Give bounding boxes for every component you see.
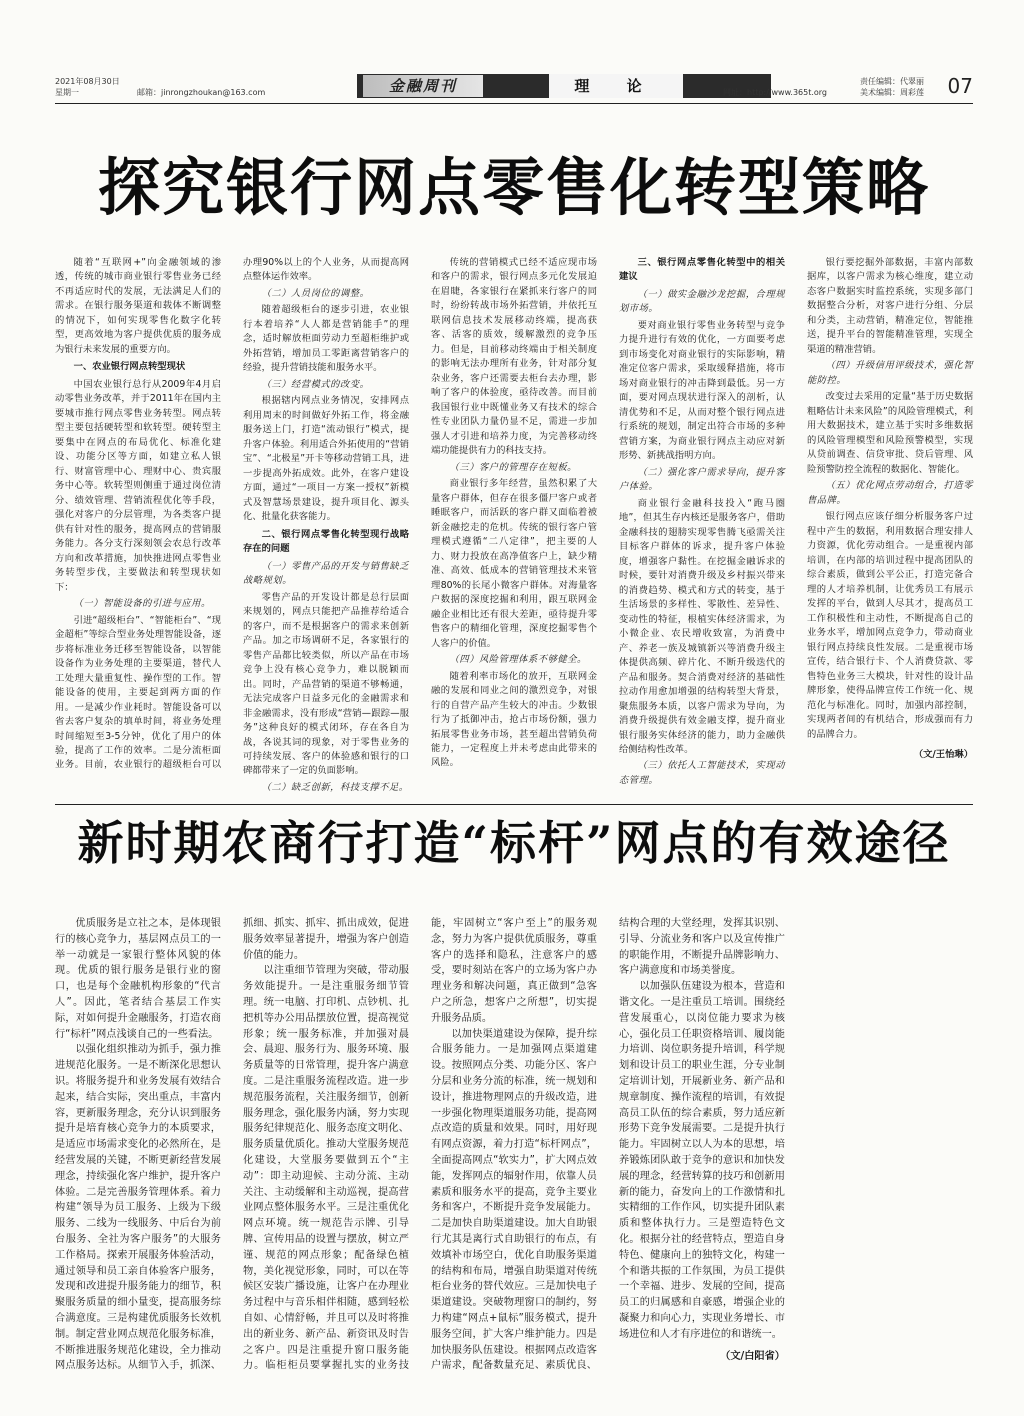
paragraph: 随着利率市场化的放开，互联网金融的发展和同业之间的激烈竞争，对银行的自营产品产生较大的冲击。少数银行为了抵御冲击，抢占市场份额，强力拓展零售业务市场，甚至超出营销负荷能力，一定程度上并未考虑由此带来的风险。	[431, 670, 597, 769]
subsection-heading: （三）依托人工智能技术，实现动态管理。	[619, 760, 785, 786]
masthead-divider	[55, 103, 973, 104]
paragraph: 以加快渠道建设为保障，提升综合服务能力。一是加强网点渠道建设。按照网点分类、功能分区、客户分层和业务分流的标准，统一规划和设计，推进物理网点的升级改造，进一步强化物理渠道服务功能，提高网点改造的质量和效果。同时，用好现有网点资源，着力打造“标杆网点”，全面提高网点“软实力”，扩大网点效能，发挥网点的辐射作用，依靠人员素质和服务水平的提高，竞争主要业务和客户，不断提升竞争发展能力。二是加快自助渠道建设。加大自助银行尤其是离行式自助银行的布点，有效填补市场空白，优化自助服务渠道的结构和布局，增强自助渠道对传统柜台业务的替代效应。三是加快电子渠道建设。突破物理窗口的制约，努力构建“网点+鼠标”服务模式，提升服务空间，扩大客户维护能力。四是加快服务队伍建设。根据网点改造客户需求，配备数量充足、素质优良、结构合理的大堂经理，发挥其识别、引导、分流业务和客户以及宣传推广的职能作用，不断提升品牌影响力、客户满意度和市场美誉度。	[431, 918, 785, 1372]
paragraph: 随着“互联网+”向金融领域的渗透，传统的城市商业银行零售业务已经不再适应时代的发展，无法满足人们的需求。在银行服务渠道和载体不断调整的情况下，如何实现零售化数字化转型，更高效地为客户提供优质的服务成为银行未来发展的重要方向。	[55, 257, 221, 355]
paragraph: 优质服务是立社之本，是体现银行的核心竞争力，基层网点员工的一举一动就是一家银行整体风貌的体现。优质的银行服务是银行业的窗口，也是每个金融机构形象的“代言人”。因此，笔者结合基层工作实际，对如何提升金融服务，打造农商行“标杆”网点浅谈自己的一些看法。	[55, 918, 221, 1040]
issue-date: 2021年08月30日	[55, 77, 120, 86]
article-divider	[55, 804, 973, 805]
subsection-heading: （一）做实金融沙龙挖掘，合理规划市场。	[619, 288, 785, 315]
subsection-heading: （一）零售产品的开发与销售缺乏战略规划。	[243, 560, 409, 587]
paragraph: 以强化组织推动为抓手，强力推进规范化服务。一是不断深化思想认识。将服务提升和业务发展有效结合起来，结合实际，突出重点，丰富内容，更新服务理念，充分认识到服务提升是培育核心竞争力的本质要求，是适应市场需求变化的必然所在，是经营发展的关键，不断更新经营发展理念，持续强化客户维护，提升客户体验。二是完善服务管理体系。着力构建“领导为员工服务、上级为下级服务、二线为一线服务、中后台为前台服务、全社为客户服务”的大服务工作格局。探索开展服务体验活动，通过领导和员工亲自体验客户服务，发现和改进提升服务能力的细节，积聚服务质量的细小量变，提高服务综合满意度。三是构建优质服务长效机制。制定营业网点规范化服务标准，不断推进服务规范化建设，全力推动网点服务达标。从细节入手，抓深、抓细、抓实、抓牢、抓出成效，促进服务效率显著提升，增强为客户创造价值的能力。	[55, 918, 409, 1372]
article2-headline: 新时期农商行打造“标杆”网点的有效途径	[77, 816, 951, 870]
subsection-heading: （二）人员岗位的调整。	[261, 287, 370, 299]
article1-body	[55, 256, 973, 801]
subsection-heading: （五）优化网点劳动组合，打造零售品牌。	[807, 480, 973, 506]
paragraph: 中国农业银行总行从2009年4月启动零售业务改革，并于2011年在国内主要城市推行网点零售业务转型。网点转型主要包括硬转型和软转型。硬转型主要集中在网点的布局优化、标准化建设、功能分区等方面，如建立私人银行、财富管理中心、理财中心、贵宾服务中心等。软转型则侧重于通过岗位清分、绩效管理、营销流程优化等手段，强化对客户的分层管理，为各类客户提供有针对性的服务，提高网点的营销服务能力。各分支行深刻领会农总行改革方向和改革措施，加快推进网点零售业务转型步伐，主要做法和转型现状如下：	[55, 378, 221, 593]
paragraph: 以注重细节管理为突破，带动服务效能提升。一是注重服务细节管理。统一电脑、打印机、点钞机、扎把机等办公用品摆放位置，提高视觉形象；统一服务标准，并加强对晨会、晨迎、服务行为、服务环境、服务质量等的日常管理，提升客户满意度。二是注重服务流程改造。进一步规范服务流程，关注服务细节，创新服务理念，强化服务内涵，努力实现服务纪律规范化、服务态度文明化、服务质量优质化。推动大堂服务规范化建设，大堂服务要做到五个“主动”：即主动迎候、主动分流、主动关注、主动缓解和主动巡视，提高营业网点整体服务水平。三是注重优化网点环境。统一规范告示牌、引导牌、宣传用品的设置与摆放，树立严谨、规范的网点形象；配备绿色植物，美化视觉形象，同时，可以在等候区安装广播设施，让客户在办理业务过程中与音乐相伴相随，感到轻松自如、心情舒畅，并且可以及时将推出的新业务、新产品、新资讯及时告之客户。四是注重提升窗口服务能力。临柜柜员要掌握扎实的业务技能，牢固树立“客户至上”的服务观念，努力为客户提供优质服务，尊重客户的选择和隐私，注意客户的感受，要时刻站在客户的立场为客户办理业务和解决问题，真正做到“急客户之所急，想客户之所想”，切实提升服务品质。	[243, 918, 597, 1372]
masthead	[55, 74, 973, 104]
paragraph: 要对商业银行零售业务转型与竞争力提升进行有效的优化，一方面要考虑到市场变化对商业银行的实际影响，精准定位客户需求，采取缓释措施，将市场对商业银行的冲击降到最低。另一方面，要对网点现状进行深入的剖析，认清优势和不足，从而对整个银行网点进行系统的规划，制定出符合市场的多种营销方案，为商业银行网点主动应对新形势、新挑战指明方向。	[619, 319, 785, 462]
subsection-heading: （二）强化客户需求导向，提升客户体验。	[619, 466, 785, 493]
editor-credits	[860, 76, 924, 98]
website-address: 网址：http://www.365t.org	[723, 88, 828, 97]
article1-headline: 探究银行网点零售化转型策略	[97, 151, 930, 224]
subsection-heading: （三）经营模式的改变。	[261, 378, 370, 390]
issue-weekday: 星期一	[55, 88, 79, 97]
paragraph: 根据辖内网点业务情况，安排网点利用周末的时间做好外拓工作，将金融服务送上门，打造“流动银行”模式，提升客户体验。利用适合外拓使用的“营销宝”、“北极星”开卡等移动营销工具，进一步提高外拓成效。此外，在客户建设方面，通过“一项目一方案一授权”新模式及智慧场景建设，提升项目化、源头化、批量化获客能力。	[243, 395, 409, 523]
section-title: 理 论	[549, 74, 683, 98]
subsection-heading: （四）风险管理体系不够健全。	[449, 654, 587, 666]
section-heading: 一、农业银行网点转型现状	[73, 361, 186, 373]
paragraph: 以加强队伍建设为根本，营造和谐文化。一是注重员工培训。围绕经营发展重心，以岗位能力要求为核心，强化员工任职资格培训、履岗能力培训、岗位职务提升培训，科学规划和设计员工的职业生涯，分专业制定培训计划，开展新业务、新产品和规章制度、操作流程的培训，有效提高员工队伍的综合素质，努力适应新形势下竞争发展需要。二是提升执行能力。牢固树立以人为本的思想，培养锻炼团队敢于竞争的意识和加快发展的理念，经营转算的技巧和创新用新的能力，奋发向上的工作激情和扎实精细的工作作风，切实提升团队素质和整体执行力。三是塑造特色文化。根据分社的经营特点，塑造自身特色、健康向上的独特文化，构建一个和谐共振的工作氛围，为员工提供一个幸福、进步、发展的空间，提高员工的归属感和自豪感，增强企业的凝聚力和向心力，实现业务增长、市场进位和人才有序进位的和谐统一。	[619, 981, 785, 1340]
masthead-date-block	[55, 76, 120, 98]
paragraph: 商业银行金融科技投入“跑马圈地”，但其生存内核还是服务客户，借助金融科技的翅膀实现零售腾飞亟需关注目标客户群体的诉求，提升客户体验度，增强客户黏性。在挖掘金融诉求的时候，要针对消费升级及乡村振兴带来的消费趋势、模式和方式的转变，基于生活场景的多样性、零散性、差异性、变动性的特征，根植实体经济需求，为小微企业、农民增收致富，为消费中产、养老一族及城镇新兴等消费升级主体提供高频、碎片化、不断升级迭代的产品和服务。契合消费对经济的基础性拉动作用愈加增强的结构转型大背景，聚焦服务本质，以客户需求为导向，为消费升级提供有效金融支撑，提升商业银行服务实体经济的能力，助力金融供给侧结构性改革。	[619, 497, 785, 755]
section-heading: 三、银行网点零售化转型中的相关建议	[619, 257, 785, 283]
page-number: 07	[947, 74, 973, 98]
newspaper-logo: 金融周刊	[363, 75, 483, 97]
author-signature: （文/白阳省）	[720, 1350, 785, 1362]
paragraph: 银行要挖掘外部数据，丰富内部数据库，以客户需求为核心维度，建立动态客户数据实时监控系统，实现多部门数据整合分析，对客户进行分组、分层和分类，主动营销，精准定位，智能推送，提升平台的智能精准管理，实现全渠道的精准营销。	[807, 257, 973, 355]
subsection-heading: （二）缺乏创新，科技支撑不足。	[261, 781, 409, 793]
paragraph: 改变过去采用的定量“基于历史数据粗略估计未来风险”的风险管理模式，利用大数据技术，建立基于实时多维数据的风险管理模型和风险预警模型，实现从贷前调查、信贷审批、贷后管理、风险预警防控全流程的数据化、智能化。	[807, 391, 973, 475]
art-editor: 美术编辑：周彩莲	[860, 88, 924, 97]
subsection-heading: （一）智能设备的引进与应用。	[73, 598, 211, 610]
paragraph: 银行网点应该仔细分析服务客户过程中产生的数据，利用数据合理安排人力资源，优化劳动组合。一是重视内部培训，在内部的培训过程中提高团队的综合素质，做到公平公正，打造完备合理的人才培养机制，让优秀员工有展示发挥的平台，做到人尽其才，提高员工工作积极性和主动性，不断提高自己的业务水平，增加网点竞争力，带动商业银行网点持续良性发展。二是重视市场宣传，结合银行卡、个人消费贷款、零售特色业务三大模块，针对性的设计品牌形象，使得品牌宣传工作统一化、规范化与标准化。同时，加强内部控制，实现两者间的有机结合，形成强而有力的品牌合力。	[807, 511, 973, 740]
email-address: 邮箱：jinrongzhoukan@163.com	[137, 88, 266, 97]
paragraph: 商业银行多年经营，虽然积累了大量客户群体，但存在很多僵尸客户或者睡眠客户，而活跃的客户群又面临着被新金融挖走的危机。传统的银行客户管理模式遵循“二八定律”，把主要的人力、财力投放在高净值客户上，缺少精准、高效、低成本的营销管理技术来管理80%的长尾小微客户群体。对海量客户数据的深度挖掘和利用，跟互联网金融企业相比还有很大差距，亟待提升零售客户的精细化管理，深度挖掘零售个人客户的价值。	[431, 478, 597, 649]
section-heading: 二、银行网点零售化转型现行战略存在的问题	[243, 528, 409, 555]
responsible-editor: 责任编辑：代翠丽	[860, 77, 924, 86]
paragraph: 随着超级柜台的逐步引进，农业银行本着培养“人人都是营销能手”的理念，适时解放柜面劳动力至超柜维护或外拓营销，增加员工零距离营销客户的经验，提升营销技能和服务水平。	[243, 304, 409, 374]
subsection-heading: （四）升级信用评级技术，强化智能防控。	[807, 360, 973, 386]
paragraph: 引进“超级柜台”、“智能柜台”、“现金超柜”等综合型业务处理智能设备，逐步将标准业务迁移至智能设备，以智能设备作为业务处理的主要渠道，替代人工处理大量重复性、操作型的工作。智能设备的使用，主要起到两方面的作用。一是减少作业耗时。智能设备可以省去客户复杂的填单时间，将业务处理时间缩短至3-5分钟，优化了用户的体验，提高了工作的效率。二是分流柜面业务。目前，农业银行的超级柜台可以办理90%以上的个人业务，从而提高网点整体运作效率。	[55, 257, 409, 771]
author-signature: （文/王怡琳）	[913, 748, 973, 760]
subsection-heading: （三）客户的管理存在短板。	[449, 461, 577, 473]
paragraph: 零售产品的开发设计都是总行层面来规划的，网点只能把产品推荐给适合的客户，而不是根据客户的需求来创新产品。加之市场调研不足，各家银行的零售产品都比较类似，所以产品在市场竞争上没有核心竞争力，难以脱颖而出。同时，产品营销的渠道不够畅通，无法完成客户日益多元化的金融需求和非金融需求，没有形成“营销—跟踪—服务”这种良好的模式闭环，存在各自为战，各说其词的现象，对于零售业务的可持续发展、客户的体验感和银行的口碑都带来了一定的负面影响。	[243, 591, 409, 777]
paragraph: 传统的营销模式已经不适应现市场和客户的需求，银行网点多元化发展迫在眉睫，各家银行在紧抓来行客户的同时，纷纷转战市场外拓营销，并依托互联网信息技术发展移动终端，提高获客、活客的质效，缓解激烈的竞争压力。但是，目前移动终端由于相关制度的影响无法办理所有业务，针对部分复杂业务，客户还需要去柜台去办理，影响了客户的体验度，亟待改善。而目前我国银行业中既懂业务又有技术的综合性专业团队力量仍显不足，需进一步加强人才引进和培养力度，为完善移动终端功能提供有力的科技支持。	[431, 257, 597, 457]
article2-body	[55, 916, 973, 1388]
